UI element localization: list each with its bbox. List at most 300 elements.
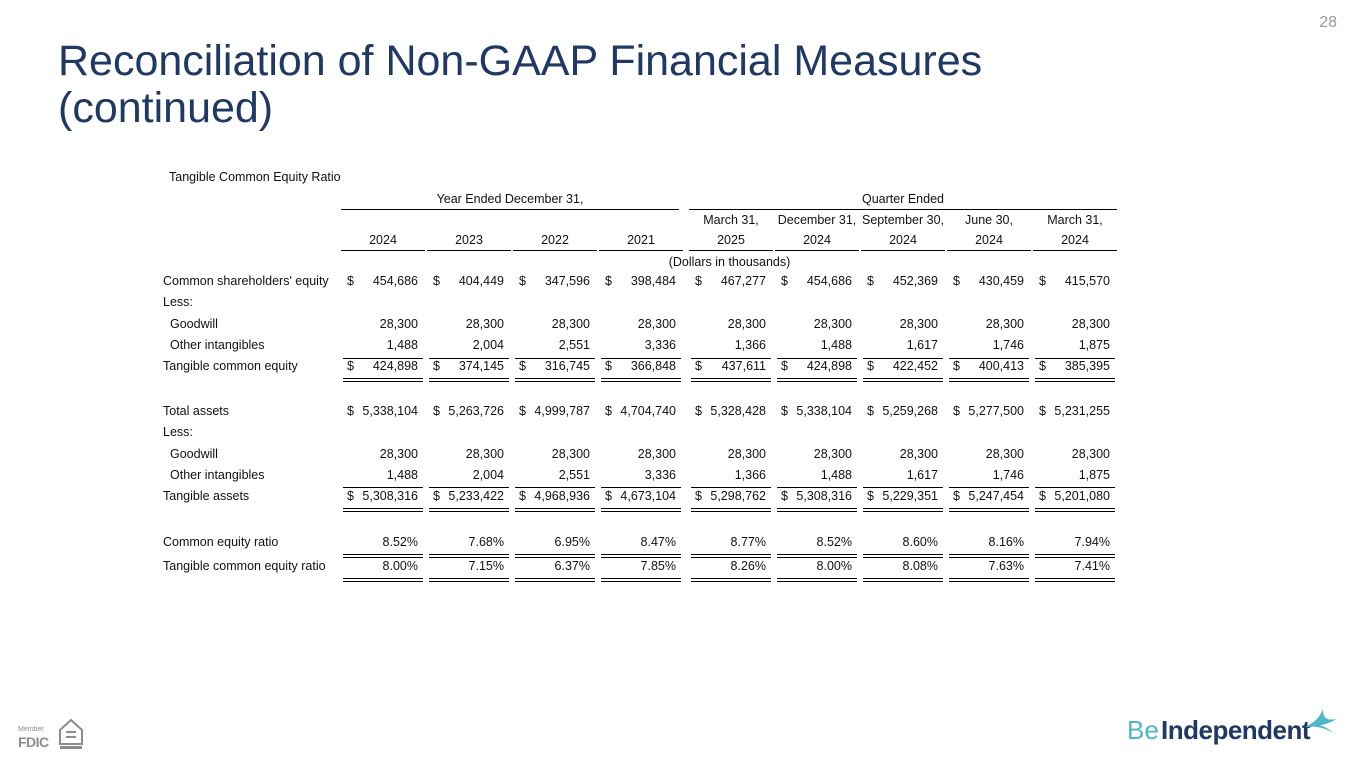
currency-symbol: $ [605, 404, 612, 418]
table-cell [427, 338, 511, 355]
cell-value: 3,336 [644, 468, 676, 482]
currency-symbol: $ [347, 274, 354, 288]
table-cell [947, 535, 1031, 552]
cell-value: 5,298,762 [710, 489, 766, 503]
group-header-quarter-ended: Quarter Ended [689, 192, 1117, 210]
total-double-rule [949, 508, 1029, 512]
subtotal-rule [863, 358, 943, 359]
cell-value: 8.00% [382, 559, 418, 573]
currency-symbol: $ [1039, 359, 1046, 373]
cell-value: 5,231,255 [1054, 404, 1110, 418]
currency-symbol: $ [781, 489, 788, 503]
table-cell [947, 359, 1031, 376]
table-cell [599, 404, 683, 421]
equal-housing-lender-icon [58, 718, 84, 750]
currency-symbol: $ [781, 359, 788, 373]
table-cell [513, 447, 597, 464]
row-goodwill-label: Goodwill [170, 447, 218, 461]
cell-value: 5,338,104 [362, 404, 418, 418]
cell-value: 452,369 [892, 274, 938, 288]
total-double-rule [863, 378, 943, 382]
currency-symbol: $ [1039, 489, 1046, 503]
table-cell [599, 317, 683, 334]
currency-symbol: $ [953, 359, 960, 373]
total-double-rule [863, 578, 943, 582]
cell-value: 28,300 [1071, 447, 1110, 461]
cell-value: 5,233,422 [448, 489, 504, 503]
total-double-rule [863, 508, 943, 512]
currency-symbol: $ [433, 404, 440, 418]
cell-value: 28,300 [637, 447, 676, 461]
currency-symbol: $ [1039, 404, 1046, 418]
table-cell [599, 489, 683, 506]
cell-value: 28,300 [465, 447, 504, 461]
table-cell [599, 468, 683, 485]
subtotal-rule [515, 358, 595, 359]
total-double-rule [515, 578, 595, 582]
table-cell [861, 489, 945, 506]
table-cell [599, 447, 683, 464]
table-cell [947, 338, 1031, 355]
row-less-label: Less: [163, 295, 193, 309]
subtotal-rule [1035, 487, 1115, 488]
table-cell [599, 559, 683, 576]
currency-symbol: $ [605, 274, 612, 288]
cell-value: 424,898 [372, 359, 418, 373]
cell-value: 8.26% [730, 559, 766, 573]
cell-value: 28,300 [551, 317, 590, 331]
table-cell [1033, 338, 1117, 355]
subtotal-rule [515, 487, 595, 488]
cell-value: 7.85% [640, 559, 676, 573]
cell-value: 28,300 [985, 317, 1024, 331]
total-double-rule [601, 554, 681, 558]
cell-value: 28,300 [637, 317, 676, 331]
cell-value: 5,328,428 [710, 404, 766, 418]
bird-icon [1303, 705, 1339, 735]
currency-symbol: $ [1039, 274, 1046, 288]
cell-value: 28,300 [551, 447, 590, 461]
cell-value: 5,308,316 [362, 489, 418, 503]
total-double-rule [601, 578, 681, 582]
cell-value: 1,366 [734, 338, 766, 352]
table-cell [513, 468, 597, 485]
table-cell [341, 404, 425, 421]
cell-value: 1,617 [906, 468, 938, 482]
table-cell [427, 489, 511, 506]
column-header-period-2 [513, 213, 597, 230]
table-cell [427, 535, 511, 552]
table-cell [947, 404, 1031, 421]
currency-symbol: $ [867, 359, 874, 373]
table-cell [689, 338, 773, 355]
cell-value: 8.60% [902, 535, 938, 549]
table-cell [947, 274, 1031, 291]
table-cell [775, 447, 859, 464]
table-cell [1033, 468, 1117, 485]
total-double-rule [691, 554, 771, 558]
total-double-rule [343, 378, 423, 382]
table-cell [775, 489, 859, 506]
cell-value: 5,229,351 [882, 489, 938, 503]
column-header-year-3: 2021 [599, 233, 683, 251]
total-double-rule [949, 378, 1029, 382]
table-cell [341, 468, 425, 485]
total-double-rule [515, 378, 595, 382]
table-cell [689, 447, 773, 464]
cell-value: 4,999,787 [534, 404, 590, 418]
row-other-intangibles-label: Other intangibles [170, 468, 265, 482]
currency-symbol: $ [695, 489, 702, 503]
currency-symbol: $ [953, 274, 960, 288]
column-header-year-7: 2024 [947, 233, 1031, 251]
currency-symbol: $ [347, 359, 354, 373]
currency-symbol: $ [605, 359, 612, 373]
table-cell [947, 489, 1031, 506]
cell-value: 430,459 [978, 274, 1024, 288]
cell-value: 8.52% [382, 535, 418, 549]
table-cell [341, 559, 425, 576]
row-less-label: Less: [163, 425, 193, 439]
cell-value: 4,968,936 [534, 489, 590, 503]
cell-value: 1,875 [1078, 338, 1110, 352]
table-cell [689, 559, 773, 576]
subtotal-rule [343, 358, 423, 359]
cell-value: 398,484 [630, 274, 676, 288]
table-cell [599, 338, 683, 355]
table-cell [861, 338, 945, 355]
currency-symbol: $ [519, 404, 526, 418]
cell-value: 28,300 [465, 317, 504, 331]
cell-value: 8.77% [730, 535, 766, 549]
cell-value: 28,300 [899, 447, 938, 461]
total-double-rule [343, 508, 423, 512]
cell-value: 8.52% [816, 535, 852, 549]
cell-value: 1,488 [386, 338, 418, 352]
subtotal-rule [601, 358, 681, 359]
cell-value: 404,449 [458, 274, 504, 288]
table-cell [513, 559, 597, 576]
total-double-rule [691, 378, 771, 382]
be-independent-logo [1127, 705, 1342, 749]
total-double-rule [777, 578, 857, 582]
table-cell [689, 489, 773, 506]
total-double-rule [691, 508, 771, 512]
total-double-rule [343, 554, 423, 558]
subtotal-rule [691, 358, 771, 359]
table-cell [427, 317, 511, 334]
cell-value: 454,686 [806, 274, 852, 288]
column-header-period-6: September 30, [862, 213, 944, 227]
table-cell [775, 468, 859, 485]
subtotal-rule [863, 487, 943, 488]
table-cell [861, 535, 945, 552]
row-total-assets-label: Total assets [163, 404, 230, 418]
column-header-year-1: 2023 [427, 233, 511, 251]
row-other-intangibles-label: Other intangibles [170, 338, 265, 352]
logo-independent-text: Independent [1161, 715, 1311, 745]
cell-value: 2,004 [472, 338, 504, 352]
cell-value: 7.63% [988, 559, 1024, 573]
total-double-rule [949, 554, 1029, 558]
cell-value: 2,551 [558, 338, 590, 352]
table-cell [947, 317, 1031, 334]
table-caption: Tangible Common Equity Ratio [169, 170, 341, 184]
column-header-year-4: 2025 [689, 233, 773, 251]
cell-value: 1,875 [1078, 468, 1110, 482]
page-title: Reconciliation of Non-GAAP Financial Measures (continued) [58, 37, 983, 132]
cell-value: 28,300 [379, 447, 418, 461]
row-tangible-common-equity-ratio-label: Tangible common equity ratio [163, 559, 326, 573]
cell-value: 1,488 [386, 468, 418, 482]
currency-symbol: $ [347, 404, 354, 418]
row-common-equity-ratio-label: Common equity ratio [163, 535, 279, 549]
table-cell [947, 559, 1031, 576]
subtotal-rule [777, 358, 857, 359]
table-cell [689, 535, 773, 552]
table-cell [1033, 489, 1117, 506]
currency-symbol: $ [953, 404, 960, 418]
cell-value: 437,611 [721, 359, 766, 373]
cell-value: 8.08% [902, 559, 938, 573]
total-double-rule [1035, 578, 1115, 582]
table-cell [513, 338, 597, 355]
cell-value: 28,300 [1071, 317, 1110, 331]
fdic-member-text: Member [18, 726, 44, 733]
table-cell [599, 274, 683, 291]
table-cell [427, 468, 511, 485]
cell-value: 28,300 [727, 447, 766, 461]
table-cell [947, 447, 1031, 464]
cell-value: 1,488 [820, 338, 852, 352]
cell-value: 366,848 [630, 359, 676, 373]
currency-symbol: $ [867, 404, 874, 418]
table-cell [513, 404, 597, 421]
table-cell [861, 404, 945, 421]
total-double-rule [515, 508, 595, 512]
table-cell [513, 535, 597, 552]
table-cell [427, 404, 511, 421]
subtotal-rule [777, 487, 857, 488]
table-cell [947, 468, 1031, 485]
logo-be-text: Be [1127, 715, 1159, 745]
column-header-period-7: June 30, [965, 213, 1013, 227]
table-cell [427, 359, 511, 376]
column-header-period-4: March 31, [703, 213, 759, 227]
table-cell [513, 274, 597, 291]
table-cell [689, 468, 773, 485]
column-header-period-3 [599, 213, 683, 230]
table-cell [689, 404, 773, 421]
cell-value: 28,300 [899, 317, 938, 331]
page-number: 28 [1319, 14, 1337, 31]
table-cell [775, 404, 859, 421]
total-double-rule [515, 554, 595, 558]
cell-value: 454,686 [372, 274, 418, 288]
cell-value: 415,570 [1064, 274, 1110, 288]
table-cell [599, 535, 683, 552]
column-header-year-5: 2024 [775, 233, 859, 251]
column-header-year-0: 2024 [341, 233, 425, 251]
cell-value: 5,259,268 [882, 404, 938, 418]
cell-value: 2,004 [472, 468, 504, 482]
total-double-rule [949, 578, 1029, 582]
cell-value: 1,746 [992, 338, 1024, 352]
currency-symbol: $ [519, 274, 526, 288]
table-cell [689, 317, 773, 334]
column-header-period-8: March 31, [1047, 213, 1103, 227]
cell-value: 28,300 [727, 317, 766, 331]
cell-value: 8.47% [640, 535, 676, 549]
row-common-shareholders-equity-label: Common shareholders' equity [163, 274, 329, 288]
table-cell [775, 317, 859, 334]
cell-value: 1,746 [992, 468, 1024, 482]
subtotal-rule [691, 487, 771, 488]
subtotal-rule [949, 358, 1029, 359]
total-double-rule [601, 508, 681, 512]
currency-symbol: $ [867, 489, 874, 503]
cell-value: 7.94% [1074, 535, 1110, 549]
currency-symbol: $ [781, 404, 788, 418]
table-cell [341, 274, 425, 291]
currency-symbol: $ [695, 359, 702, 373]
table-cell [341, 359, 425, 376]
table-cell [775, 559, 859, 576]
table-cell [689, 359, 773, 376]
currency-symbol: $ [781, 274, 788, 288]
table-cell [341, 338, 425, 355]
row-tangible-common-equity-label: Tangible common equity [163, 359, 298, 373]
total-double-rule [429, 554, 509, 558]
table-cell [861, 317, 945, 334]
cell-value: 374,145 [458, 359, 504, 373]
total-double-rule [1035, 554, 1115, 558]
cell-value: 1,366 [734, 468, 766, 482]
total-double-rule [343, 578, 423, 582]
table-cell [513, 489, 597, 506]
total-double-rule [777, 508, 857, 512]
currency-symbol: $ [347, 489, 354, 503]
table-cell [1033, 559, 1117, 576]
cell-value: 5,201,080 [1054, 489, 1110, 503]
currency-symbol: $ [519, 489, 526, 503]
subtotal-rule [1035, 358, 1115, 359]
total-double-rule [777, 554, 857, 558]
total-double-rule [1035, 508, 1115, 512]
row-goodwill-label: Goodwill [170, 317, 218, 331]
currency-symbol: $ [867, 274, 874, 288]
cell-value: 8.16% [988, 535, 1024, 549]
table-cell [427, 559, 511, 576]
table-cell [861, 447, 945, 464]
table-cell [775, 338, 859, 355]
table-cell [1033, 447, 1117, 464]
table-cell [689, 274, 773, 291]
group-header-year-ended: Year Ended December 31, [341, 192, 679, 210]
cell-value: 28,300 [813, 317, 852, 331]
currency-symbol: $ [953, 489, 960, 503]
table-cell [341, 447, 425, 464]
table-cell [775, 274, 859, 291]
cell-value: 347,596 [544, 274, 590, 288]
cell-value: 28,300 [813, 447, 852, 461]
cell-value: 5,247,454 [968, 489, 1024, 503]
table-cell [861, 468, 945, 485]
cell-value: 6.95% [554, 535, 590, 549]
column-header-year-2: 2022 [513, 233, 597, 251]
table-cell [341, 535, 425, 552]
cell-value: 1,488 [820, 468, 852, 482]
row-tangible-assets-label: Tangible assets [163, 489, 250, 503]
total-double-rule [601, 378, 681, 382]
cell-value: 5,277,500 [968, 404, 1024, 418]
column-header-period-5: December 31, [777, 213, 857, 227]
cell-value: 385,395 [1064, 359, 1110, 373]
total-double-rule [863, 554, 943, 558]
table-cell [599, 359, 683, 376]
table-cell [427, 447, 511, 464]
cell-value: 422,452 [892, 359, 938, 373]
table-cell [775, 359, 859, 376]
table-cell [513, 317, 597, 334]
table-cell [1033, 274, 1117, 291]
fdic-ehl-logo [18, 718, 88, 752]
cell-value: 8.00% [816, 559, 852, 573]
table-cell [341, 489, 425, 506]
total-double-rule [691, 578, 771, 582]
subtotal-rule [949, 487, 1029, 488]
currency-symbol: $ [605, 489, 612, 503]
total-double-rule [777, 378, 857, 382]
cell-value: 28,300 [985, 447, 1024, 461]
column-header-period-0 [341, 213, 425, 230]
subtotal-rule [601, 487, 681, 488]
column-header-year-8: 2024 [1033, 233, 1117, 251]
cell-value: 7.15% [468, 559, 504, 573]
cell-value: 316,745 [544, 359, 590, 373]
currency-symbol: $ [695, 404, 702, 418]
cell-value: 6.37% [554, 559, 590, 573]
cell-value: 4,673,104 [620, 489, 676, 503]
table-cell [1033, 359, 1117, 376]
table-cell [513, 359, 597, 376]
currency-symbol: $ [433, 274, 440, 288]
cell-value: 3,336 [644, 338, 676, 352]
cell-value: 7.68% [468, 535, 504, 549]
currency-symbol: $ [433, 359, 440, 373]
cell-value: 4,704,740 [620, 404, 676, 418]
cell-value: 5,263,726 [448, 404, 504, 418]
cell-value: 5,308,316 [796, 489, 852, 503]
total-double-rule [429, 578, 509, 582]
subtotal-rule [343, 487, 423, 488]
total-double-rule [429, 378, 509, 382]
table-cell [341, 317, 425, 334]
currency-symbol: $ [519, 359, 526, 373]
table-cell [775, 535, 859, 552]
cell-value: 28,300 [379, 317, 418, 331]
table-cell [861, 559, 945, 576]
table-cell [427, 274, 511, 291]
cell-value: 7.41% [1074, 559, 1110, 573]
cell-value: 400,413 [978, 359, 1024, 373]
column-header-year-6: 2024 [861, 233, 945, 251]
cell-value: 2,551 [558, 468, 590, 482]
total-double-rule [429, 508, 509, 512]
total-double-rule [1035, 378, 1115, 382]
table-cell [1033, 317, 1117, 334]
cell-value: 1,617 [906, 338, 938, 352]
